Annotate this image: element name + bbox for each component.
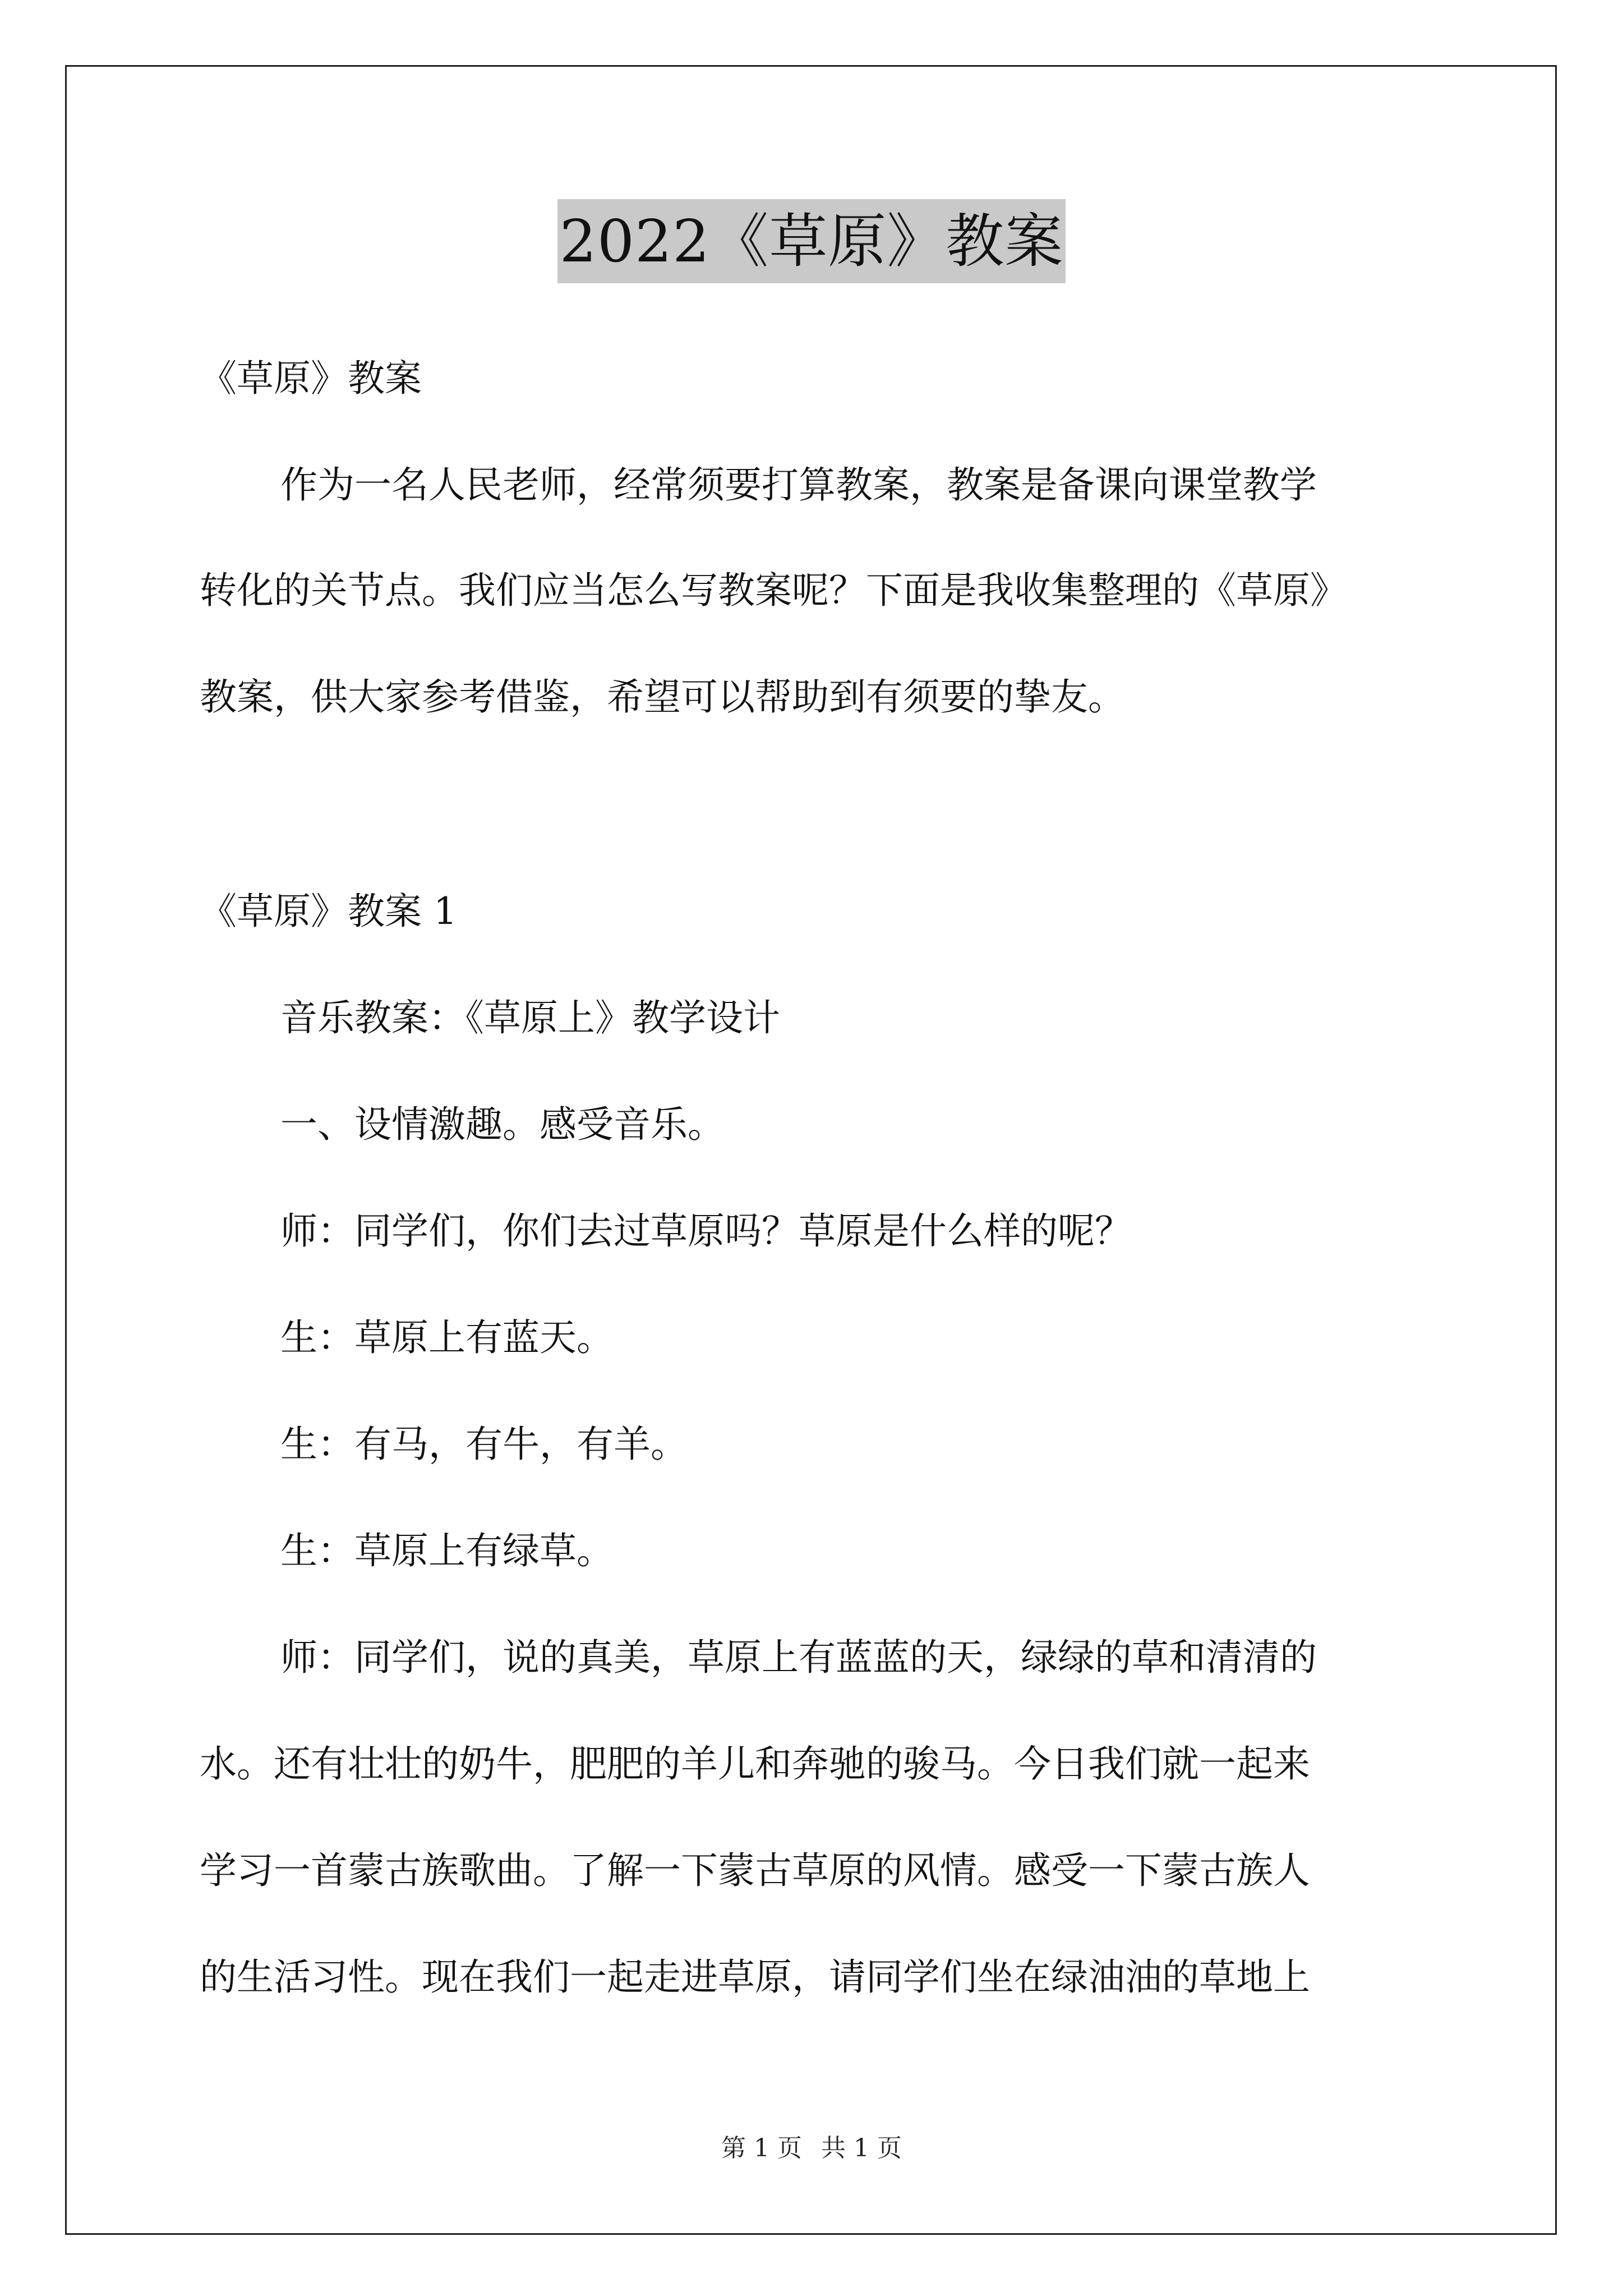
page-number: 第 1 页 <box>721 2134 802 2162</box>
intro-line-1: 作为一名人民老师，经常须要打算教案，教案是备课向课堂教学 <box>280 463 1317 507</box>
section-line-4: 生：草原上有蓝天。 <box>280 1316 614 1359</box>
paragraph-line-3: 学习一首蒙古族歌曲。了解一下蒙古草原的风情。感受一下蒙古族人 <box>200 1849 1310 1892</box>
section-line-6: 生：草原上有绿草。 <box>280 1529 614 1572</box>
section-heading: 《草原》教案 1 <box>200 890 457 933</box>
section-line-3: 师：同学们，你们去过草原吗？草原是什么样的呢？ <box>280 1209 1132 1253</box>
page-footer <box>0 2132 1623 2165</box>
title-container <box>0 199 1623 283</box>
paragraph-line-1: 师：同学们，说的真美，草原上有蓝蓝的天，绿绿的草和清清的 <box>280 1636 1317 1679</box>
paragraph-line-2: 水。还有壮壮的奶牛，肥肥的羊儿和奔驰的骏马。今日我们就一起来 <box>200 1742 1310 1786</box>
section-line-2: 一、设情激趣。感受音乐。 <box>280 1103 725 1146</box>
page-total: 共 1 页 <box>821 2134 902 2162</box>
subtitle: 《草原》教案 <box>200 357 422 400</box>
paragraph-line-4: 的生活习性。现在我们一起走进草原，请同学们坐在绿油油的草地上 <box>200 1955 1310 1999</box>
intro-line-3: 教案，供大家参考借鉴，希望可以帮助到有须要的挚友。 <box>200 675 1125 719</box>
section-line-1: 音乐教案：《草原上》教学设计 <box>280 996 780 1039</box>
intro-line-2: 转化的关节点。我们应当怎么写教案呢？下面是我收集整理的《草原》 <box>200 569 1347 612</box>
document-title: 2022《草原》教案 <box>557 199 1066 283</box>
section-line-5: 生：有马，有牛，有羊。 <box>280 1423 688 1466</box>
